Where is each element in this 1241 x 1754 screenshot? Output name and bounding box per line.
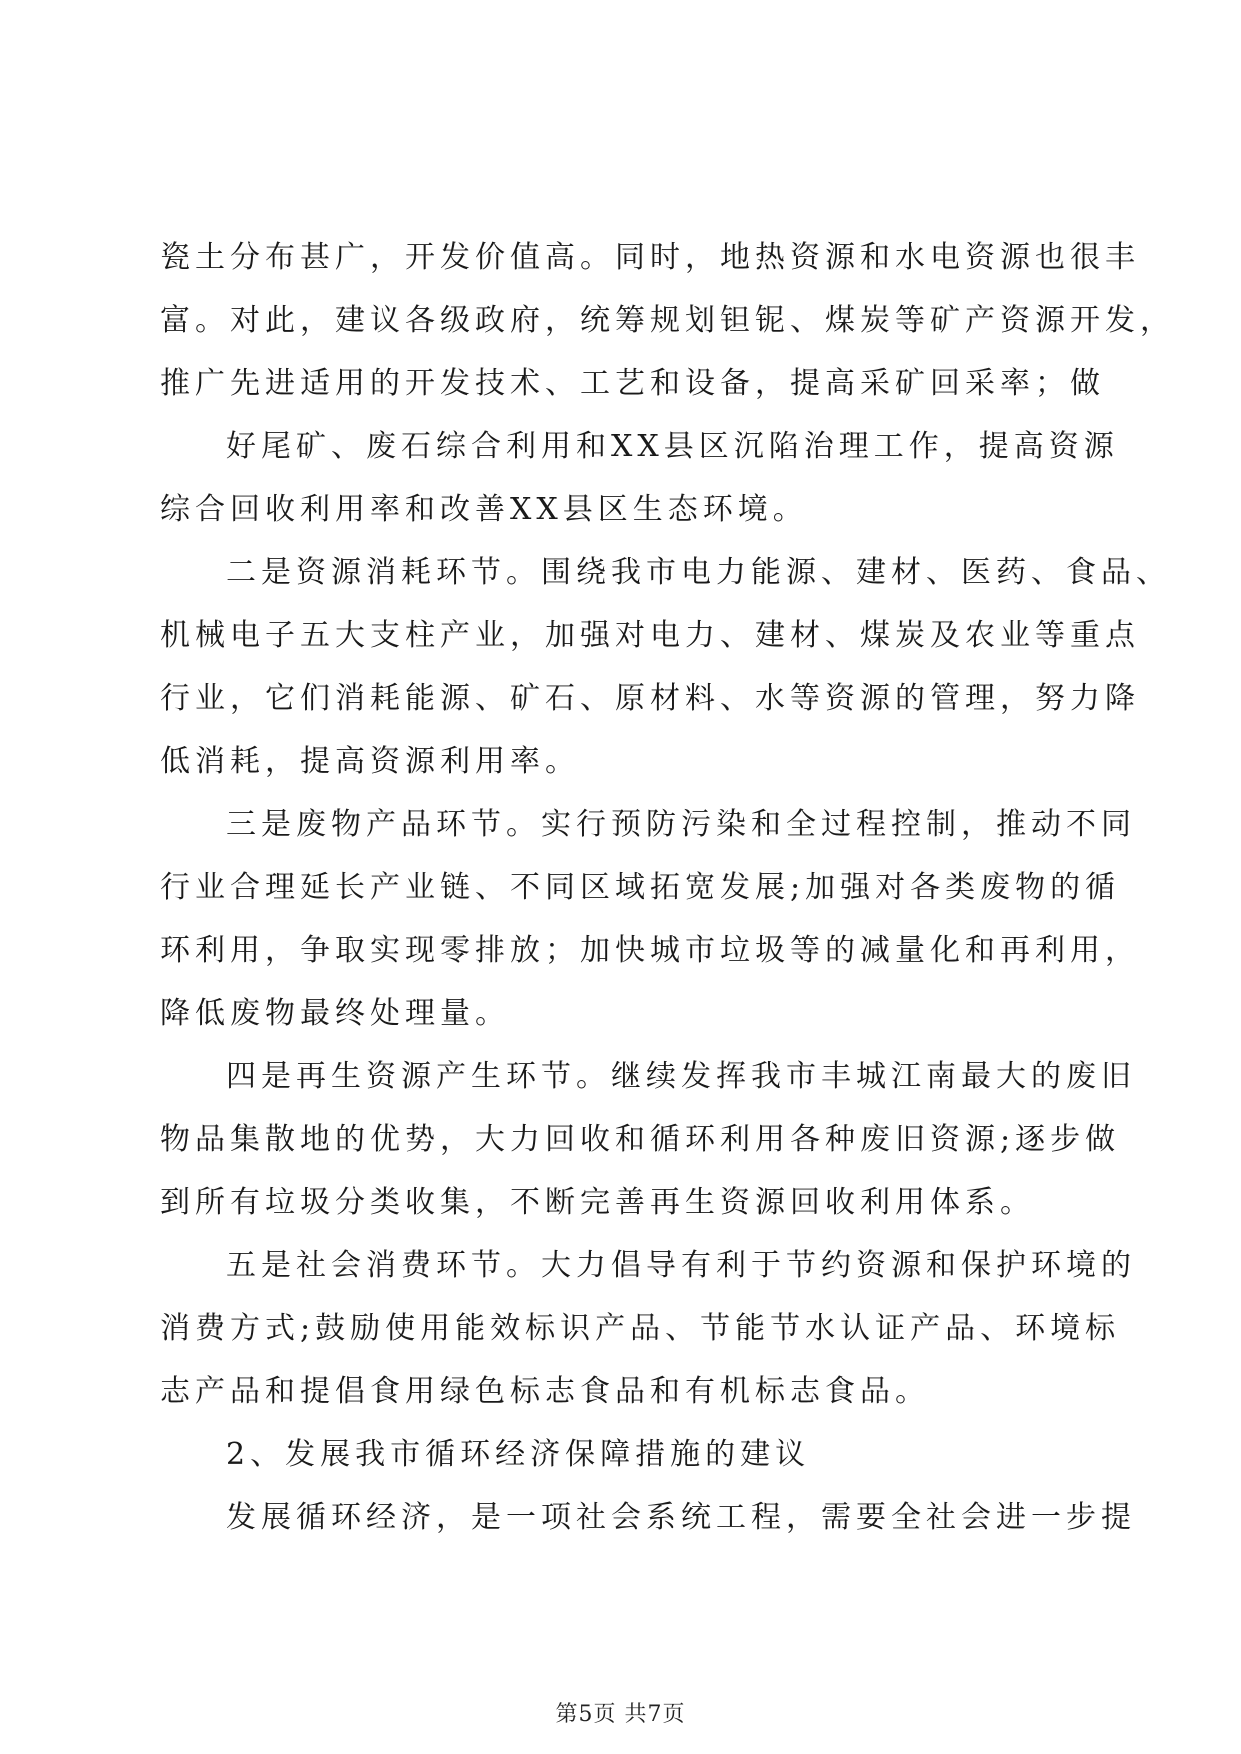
text-line: 物品集散地的优势，大力回收和循环利用各种废旧资源;逐步做	[160, 1122, 1121, 1157]
text-line: 到所有垃圾分类收集，不断完善再生资源回收利用体系。	[160, 1185, 1035, 1220]
text-line: 消费方式;鼓励使用能效标识产品、节能节水认证产品、环境标	[160, 1311, 1121, 1346]
text-line: 推广先进适用的开发技术、工艺和设备，提高采矿回采率；做	[160, 366, 1105, 401]
text-line: 四是再生资源产生环节。继续发挥我市丰城江南最大的废旧	[226, 1059, 1136, 1094]
document-body	[160, 226, 1175, 1549]
text-line: 志产品和提倡食用绿色标志食品和有机标志食品。	[160, 1374, 930, 1409]
text-line: 三是废物产品环节。实行预防污染和全过程控制，推动不同	[226, 807, 1136, 842]
text-line: 二是资源消耗环节。围绕我市电力能源、建材、医药、食品、	[226, 555, 1171, 590]
text-line: 低消耗，提高资源利用率。	[160, 744, 580, 779]
text-line: 2、发展我市循环经济保障措施的建议	[226, 1437, 811, 1472]
text-line: 瓷土分布甚广，开发价值高。同时，地热资源和水电资源也很丰	[160, 240, 1140, 275]
text-line: 好尾矿、废石综合利用和XX县区沉陷治理工作，提高资源	[226, 429, 1119, 464]
text-line: 综合回收利用率和改善XX县区生态环境。	[160, 492, 808, 527]
text-line: 环利用，争取实现零排放；加快城市垃圾等的减量化和再利用，	[160, 933, 1140, 968]
text-line: 机械电子五大支柱产业，加强对电力、建材、煤炭及农业等重点	[160, 618, 1140, 653]
text-line: 行业，它们消耗能源、矿石、原材料、水等资源的管理，努力降	[160, 681, 1140, 716]
text-line: 富。对此，建议各级政府，统筹规划钽铌、煤炭等矿产资源开发，	[160, 303, 1175, 338]
text-line: 五是社会消费环节。大力倡导有利于节约资源和保护环境的	[226, 1248, 1136, 1283]
text-line: 行业合理延长产业链、不同区域拓宽发展;加强对各类废物的循	[160, 870, 1121, 905]
text-line: 发展循环经济，是一项社会系统工程，需要全社会进一步提	[226, 1500, 1136, 1535]
page-footer: 第5页 共7页	[555, 1702, 686, 1727]
text-line: 降低废物最终处理量。	[160, 996, 510, 1031]
